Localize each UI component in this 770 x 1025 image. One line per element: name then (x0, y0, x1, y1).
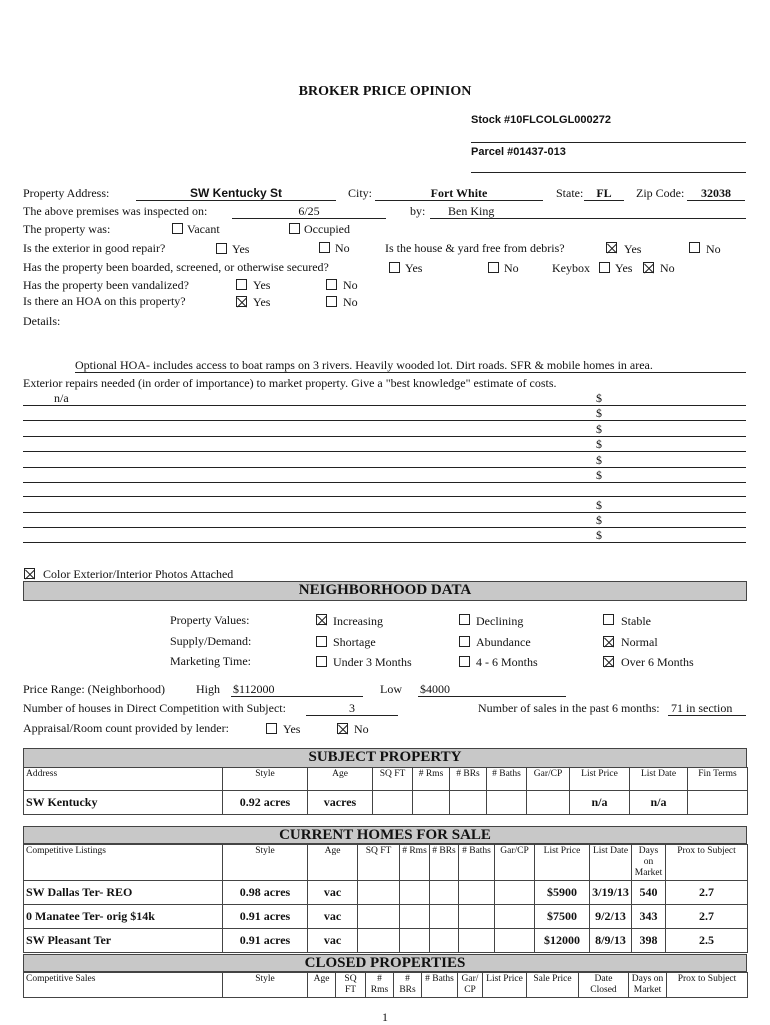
column-header: Prox to Subject (667, 973, 748, 998)
table-cell[interactable]: 540 (632, 881, 666, 905)
page-title: BROKER PRICE OPINION (298, 84, 472, 99)
exterior-no-checkbox[interactable] (319, 242, 330, 253)
column-header: List Date (630, 768, 688, 791)
stable-checkbox[interactable] (603, 614, 614, 625)
column-header: Competitive Listings (24, 845, 223, 881)
debris-yes-checkbox[interactable] (606, 242, 617, 253)
hoa-yes-checkbox[interactable] (236, 296, 247, 307)
property-was-label: The property was: (23, 222, 111, 236)
table-cell[interactable] (400, 929, 430, 953)
parcel-number: Parcel #01437-013 (471, 146, 566, 158)
hoa-note[interactable]: Optional HOA- includes access to boat ramps on 3 rivers. Heavily wooded lot. Dirt roads. SFR & mobile homes in area. (75, 358, 653, 372)
m4-6-label: 4 - 6 Months (476, 655, 538, 669)
table-cell[interactable]: 8/9/13 (590, 929, 632, 953)
table-header-row (24, 973, 748, 998)
repair-cost-field[interactable]: $ (596, 422, 602, 436)
table-cell[interactable] (527, 791, 570, 815)
stock-number: Stock #10FLCOLGL000272 (471, 114, 612, 126)
exterior-question: Is the exterior in good repair? (23, 241, 166, 255)
boarded-yes-label: Yes (405, 261, 423, 275)
repair-cost-field[interactable]: $ (596, 453, 602, 467)
boarded-question: Has the property been boarded, screened, or otherwise secured? (23, 260, 329, 274)
appraisal-no-label: No (354, 722, 369, 736)
table-cell[interactable]: n/a (570, 791, 630, 815)
state-underline (584, 200, 624, 201)
table-header-row (24, 845, 748, 881)
debris-no-label: No (706, 242, 721, 256)
num-sales-label: Number of sales in the past 6 months: (478, 701, 660, 715)
table-cell[interactable]: SW Kentucky (24, 791, 223, 815)
appraisal-no-checkbox[interactable] (337, 723, 348, 734)
price-range-label: Price Range: (Neighborhood) (23, 682, 165, 696)
boarded-no-checkbox[interactable] (488, 262, 499, 273)
column-header: Days on Market (632, 845, 666, 881)
table-cell[interactable]: 0.91 acres (223, 929, 308, 953)
vandalized-no-checkbox[interactable] (326, 279, 337, 290)
num-sales-field[interactable]: 71 in section (671, 701, 733, 715)
column-header: Days on Market (629, 973, 667, 998)
table-cell[interactable] (459, 905, 495, 929)
table-cell[interactable]: 398 (632, 929, 666, 953)
repair-line (23, 420, 746, 421)
repair-line (23, 527, 746, 528)
repair-line (23, 542, 746, 543)
table-cell[interactable]: $7500 (535, 905, 590, 929)
table-cell[interactable]: vac (308, 929, 358, 953)
low-label: Low (380, 682, 402, 696)
keybox-no-label: No (660, 261, 675, 275)
appraisal-yes-checkbox[interactable] (266, 723, 277, 734)
zip-field[interactable]: 32038 (701, 186, 731, 200)
by-label: by: (410, 204, 426, 218)
table-cell[interactable] (450, 791, 487, 815)
appraisal-label: Appraisal/Room count provided by lender: (23, 721, 229, 735)
keybox-yes-label: Yes (615, 261, 633, 275)
table-row[interactable] (24, 881, 748, 905)
column-header: Gar/CP (527, 768, 570, 791)
low-price-field[interactable]: $4000 (420, 682, 450, 696)
photos-label: Color Exterior/Interior Photos Attached (43, 567, 234, 581)
inspector-field[interactable]: Ben King (448, 204, 495, 218)
exterior-yes-label: Yes (232, 242, 250, 256)
repair-cost-field[interactable]: $ (596, 406, 602, 420)
hoa-yes-label: Yes (253, 295, 271, 309)
low-underline (418, 696, 566, 697)
column-header: Style (223, 845, 308, 881)
column-header: # Rms (400, 845, 430, 881)
column-header: Date Closed (579, 973, 629, 998)
subject-property-header: SUBJECT PROPERTY (23, 748, 747, 768)
vacant-label: Vacant (187, 222, 220, 236)
table-cell[interactable] (688, 791, 748, 815)
m4-6-checkbox[interactable] (459, 656, 470, 667)
column-header: Sale Price (527, 973, 579, 998)
shortage-checkbox[interactable] (316, 636, 327, 647)
normal-checkbox[interactable] (603, 636, 614, 647)
table-cell[interactable] (430, 905, 459, 929)
column-header: Fin Terms (688, 768, 748, 791)
inspector-underline (430, 218, 746, 219)
abundance-checkbox[interactable] (459, 636, 470, 647)
high-label: High (196, 682, 220, 696)
supply-demand-label: Supply/Demand: (170, 634, 252, 648)
exterior-no-label: No (335, 241, 350, 255)
column-header: Prox to Subject (666, 845, 748, 881)
table-row[interactable] (24, 905, 748, 929)
subject-property-table (23, 767, 748, 815)
column-header: SQ FT (336, 973, 366, 998)
over6-label: Over 6 Months (621, 655, 694, 669)
column-header: Competitive Sales (24, 973, 223, 998)
hoa-question: Is there an HOA on this property? (23, 294, 186, 308)
increasing-label: Increasing (333, 614, 383, 628)
keybox-label: Keybox (552, 261, 590, 275)
state-field[interactable]: FL (596, 186, 612, 200)
address-field[interactable]: SW Kentucky St (189, 186, 282, 200)
column-header: # BRs (394, 973, 422, 998)
address-label: Property Address: (23, 186, 110, 200)
property-values-label: Property Values: (170, 613, 250, 627)
increasing-checkbox[interactable] (316, 614, 327, 625)
table-cell[interactable]: $12000 (535, 929, 590, 953)
num-houses-field[interactable]: 3 (349, 701, 355, 715)
table-cell[interactable] (430, 929, 459, 953)
column-header: # Baths (422, 973, 458, 998)
repair-cost-field[interactable]: $ (596, 391, 602, 405)
repair-item-1[interactable]: n/a (54, 391, 69, 405)
vandalized-yes-label: Yes (253, 278, 271, 292)
column-header: # Rms (366, 973, 394, 998)
repair-cost-field[interactable]: $ (596, 513, 602, 527)
hoa-no-checkbox[interactable] (326, 296, 337, 307)
over6-checkbox[interactable] (603, 656, 614, 667)
repair-cost-field[interactable]: $ (596, 528, 602, 542)
table-cell[interactable]: SW Pleasant Ter (24, 929, 223, 953)
column-header: List Price (535, 845, 590, 881)
table-cell[interactable]: 2.7 (666, 905, 748, 929)
neighborhood-header: NEIGHBORHOOD DATA (23, 581, 747, 601)
keybox-no-checkbox[interactable] (643, 262, 654, 273)
table-cell[interactable] (487, 791, 527, 815)
zip-underline (687, 200, 745, 201)
column-header: # Rms (413, 768, 450, 791)
stable-label: Stable (621, 614, 651, 628)
occupied-label: Occupied (304, 222, 350, 236)
repair-line (23, 496, 746, 497)
closed-properties-table (23, 972, 748, 998)
column-header: # Baths (487, 768, 527, 791)
repair-line (23, 512, 746, 513)
column-header: List Date (590, 845, 632, 881)
vandalized-yes-checkbox[interactable] (236, 279, 247, 290)
current-homes-header: CURRENT HOMES FOR SALE (23, 826, 747, 844)
num-houses-underline (306, 715, 398, 716)
column-header: Age (308, 845, 358, 881)
stock-underline (471, 142, 746, 143)
column-header: SQ FT (358, 845, 400, 881)
table-cell[interactable] (373, 791, 413, 815)
state-label: State: (556, 186, 584, 200)
repair-cost-field[interactable]: $ (596, 498, 602, 512)
table-cell[interactable]: SW Dallas Ter- REO (24, 881, 223, 905)
exterior-yes-checkbox[interactable] (216, 243, 227, 254)
num-sales-underline (668, 715, 746, 716)
under3-checkbox[interactable] (316, 656, 327, 667)
table-cell[interactable]: 9/2/13 (590, 905, 632, 929)
table-cell[interactable]: vac (308, 905, 358, 929)
photos-checkbox[interactable] (24, 568, 35, 579)
repair-line (23, 405, 746, 406)
repair-line (23, 436, 746, 437)
column-header: # BRs (450, 768, 487, 791)
repair-cost-field[interactable]: $ (596, 468, 602, 482)
shortage-label: Shortage (333, 635, 376, 649)
table-cell[interactable] (430, 881, 459, 905)
table-cell[interactable]: 3/19/13 (590, 881, 632, 905)
column-header: Style (223, 973, 308, 998)
table-cell[interactable]: 2.7 (666, 881, 748, 905)
debris-no-checkbox[interactable] (689, 242, 700, 253)
page-number: 1 (382, 1010, 388, 1024)
high-price-field[interactable]: $112000 (233, 682, 275, 696)
table-row[interactable] (24, 929, 748, 953)
table-cell[interactable] (495, 905, 535, 929)
table-cell[interactable]: vacres (308, 791, 373, 815)
debris-yes-label: Yes (624, 242, 642, 256)
address-underline (136, 200, 336, 201)
repair-line (23, 451, 746, 452)
inspected-date-underline (232, 218, 386, 219)
vacant-checkbox[interactable] (172, 223, 183, 234)
details-underline (75, 372, 746, 373)
table-cell[interactable]: 343 (632, 905, 666, 929)
city-label: City: (348, 186, 373, 200)
city-underline (375, 200, 543, 201)
repairs-intro: Exterior repairs needed (in order of importance) to market property. Give a "best knowledge" estimate of costs. (23, 376, 557, 390)
table-cell[interactable]: 0.91 acres (223, 905, 308, 929)
zip-label: Zip Code: (636, 186, 685, 200)
table-cell[interactable] (358, 929, 400, 953)
repair-cost-field[interactable]: $ (596, 437, 602, 451)
table-cell[interactable]: $5900 (535, 881, 590, 905)
details-label: Details: (23, 314, 61, 328)
column-header: # BRs (430, 845, 459, 881)
appraisal-yes-label: Yes (283, 722, 301, 736)
table-cell[interactable] (459, 881, 495, 905)
table-cell[interactable] (495, 929, 535, 953)
table-cell[interactable]: n/a (630, 791, 688, 815)
table-cell[interactable]: 0.92 acres (223, 791, 308, 815)
column-header: SQ FT (373, 768, 413, 791)
table-cell[interactable] (495, 881, 535, 905)
marketing-time-label: Marketing Time: (170, 654, 252, 668)
declining-checkbox[interactable] (459, 614, 470, 625)
column-header: # Baths (459, 845, 495, 881)
table-cell[interactable] (459, 929, 495, 953)
normal-label: Normal (621, 635, 658, 649)
parcel-underline (471, 172, 746, 173)
vandalized-question: Has the property been vandalized? (23, 278, 189, 292)
table-cell[interactable] (358, 905, 400, 929)
column-header: List Price (483, 973, 527, 998)
table-cell[interactable]: 0.98 acres (223, 881, 308, 905)
column-header: Gar/CP (495, 845, 535, 881)
column-header: Age (308, 768, 373, 791)
inspected-label: The above premises was inspected on: (23, 204, 208, 218)
high-underline (231, 696, 363, 697)
table-header-row (24, 768, 748, 791)
under3-label: Under 3 Months (333, 655, 412, 669)
boarded-yes-checkbox[interactable] (389, 262, 400, 273)
table-cell[interactable]: 0 Manatee Ter- orig $14k (24, 905, 223, 929)
inspected-date-field[interactable]: 6/25 (298, 204, 320, 218)
current-homes-table (23, 844, 748, 953)
hoa-no-label: No (343, 295, 358, 309)
column-header: Gar/ CP (458, 973, 483, 998)
debris-question: Is the house & yard free from debris? (385, 241, 565, 255)
column-header: Age (308, 973, 336, 998)
repair-line (23, 467, 746, 468)
table-cell[interactable]: 2.5 (666, 929, 748, 953)
repair-line (23, 482, 746, 483)
column-header: Style (223, 768, 308, 791)
abundance-label: Abundance (476, 635, 531, 649)
declining-label: Declining (476, 614, 524, 628)
table-row[interactable] (24, 791, 748, 815)
table-cell[interactable] (400, 905, 430, 929)
vandalized-no-label: No (343, 278, 358, 292)
closed-properties-header: CLOSED PROPERTIES (23, 954, 747, 972)
city-field[interactable]: Fort White (430, 186, 488, 200)
table-cell[interactable] (358, 881, 400, 905)
keybox-yes-checkbox[interactable] (599, 262, 610, 273)
table-cell[interactable] (413, 791, 450, 815)
column-header: List Price (570, 768, 630, 791)
table-cell[interactable] (400, 881, 430, 905)
table-cell[interactable]: vac (308, 881, 358, 905)
num-houses-label: Number of houses in Direct Competition with Subject: (23, 701, 286, 715)
occupied-checkbox[interactable] (289, 223, 300, 234)
column-header: Address (24, 768, 223, 791)
boarded-no-label: No (504, 261, 519, 275)
